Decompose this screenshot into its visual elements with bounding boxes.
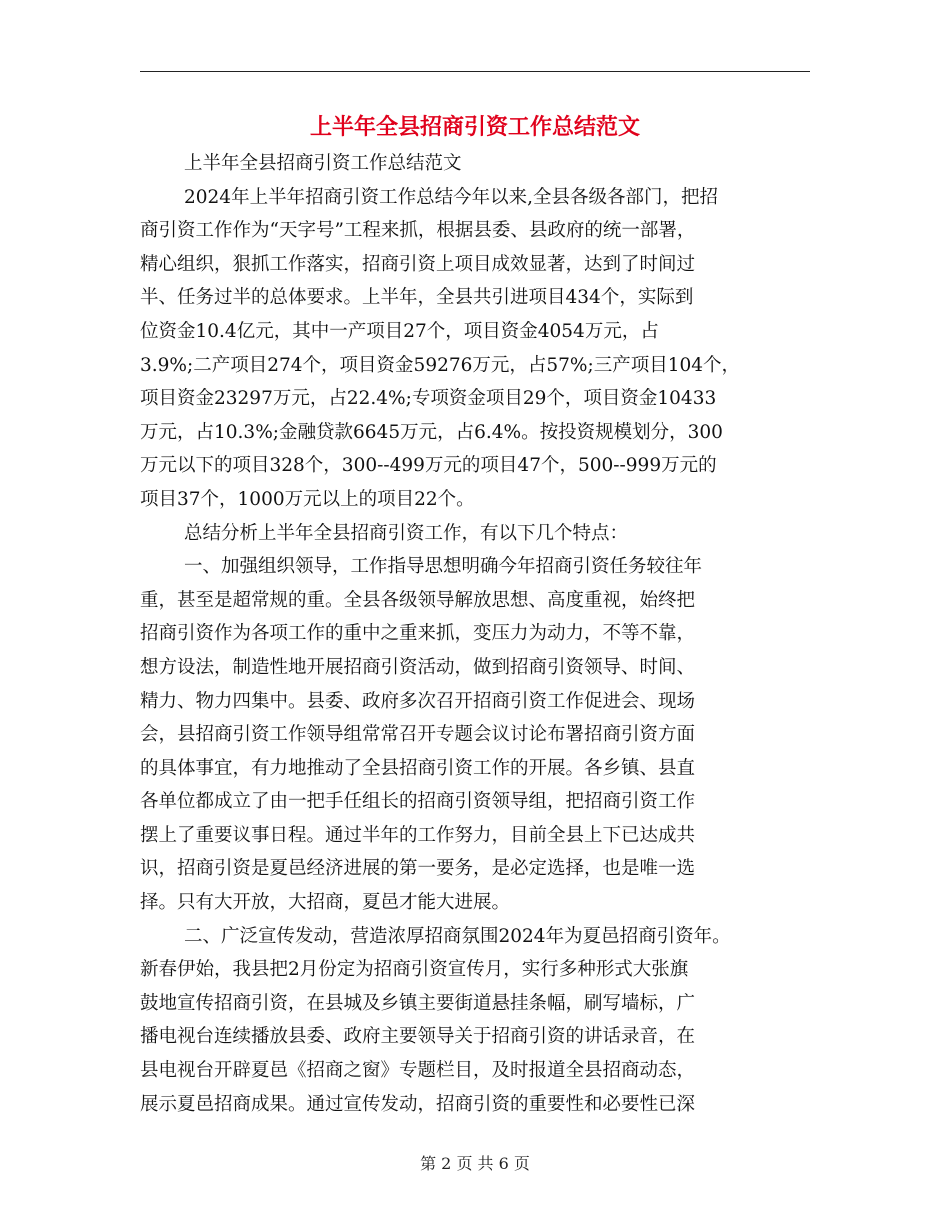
text-line: 各单位都成立了由一把手任组长的招商引资领导组，把招商引资工作 [140, 791, 696, 813]
document-title: 上半年全县招商引资工作总结范文 [309, 114, 640, 140]
text-line: 鼓地宣传招商引资，在县城及乡镇主要街道悬挂条幅，刷写墙标，广 [140, 992, 696, 1014]
text-line: 商引资工作作为“天字号”工程来抓，根据县委、县政府的统一部署， [140, 220, 696, 242]
text-line: 上半年全县招商引资工作总结范文 [184, 153, 462, 174]
text-line: 重，甚至是超常规的重。全县各级领导解放思想、高度重视，始终把 [140, 589, 696, 611]
text-line: 一、加强组织领导，工作指导思想明确今年招商引资任务较往年 [184, 556, 703, 578]
text-line: 精力、物力四集中。县委、政府多次召开招商引资工作促进会、现场 [140, 690, 696, 712]
text-line: 半、任务过半的总体要求。上半年，全县共引进项目434个，实际到 [140, 287, 694, 309]
text-line: 播电视台连续播放县委、政府主要领导关于招商引资的讲话录音，在 [140, 1026, 696, 1048]
text-line: 3.9%;二产项目274个，项目资金59276万元，占57%;三产项目104个， [140, 354, 741, 376]
text-line: 位资金10.4亿元，其中一产项目27个，项目资金4054万元，占 [140, 320, 659, 342]
text-line: 县电视台开辟夏邑《招商之窗》专题栏目，及时报道全县招商动态， [140, 1060, 696, 1082]
text-line: 的具体事宜，有力地推动了全县招商引资工作的开展。各乡镇、县直 [140, 757, 696, 779]
text-line: 新春伊始，我县把2月份定为招商引资宣传月，实行多种形式大张旗 [140, 959, 689, 981]
document-body [140, 147, 830, 1121]
text-line: 万元，占10.3%;金融贷款6645万元，占6.4%。按投资规模划分，300 [140, 421, 723, 443]
text-line: 想方设法，制造性地开展招商引资活动，做到招商引资领导、时间、 [140, 656, 696, 678]
text-line: 会，县招商引资工作领导组常常召开专题会议讨论布署招商引资方面 [140, 724, 696, 746]
text-line: 2024年上半年招商引资工作总结今年以来,全县各级各部门，把招 [184, 186, 718, 208]
text-line: 总结分析上半年全县招商引资工作，有以下几个特点： [184, 522, 629, 544]
text-line: 万元以下的项目328个，300--499万元的项目47个，500--999万元的 [140, 455, 717, 477]
text-line: 展示夏邑招商成果。通过宣传发动，招商引资的重要性和必要性已深 [140, 1093, 696, 1115]
text-line: 招商引资作为各项工作的重中之重来抓，变压力为动力，不等不靠， [140, 623, 696, 645]
text-line: 择。只有大开放，大招商，夏邑才能大进展。 [140, 892, 511, 914]
text-line: 摆上了重要议事日程。通过半年的工作努力，目前全县上下已达成共 [140, 824, 696, 846]
text-line: 精心组织，狠抓工作落实，招商引资上项目成效显著，达到了时间过 [140, 253, 696, 275]
page-footer: 第 2 页 共 6 页 [420, 1154, 530, 1173]
text-line: 二、广泛宣传发动，营造浓厚招商氛围2024年为夏邑招商引资年。 [184, 925, 731, 947]
text-line: 识，招商引资是夏邑经济进展的第一要务，是必定选择，也是唯一选 [140, 858, 696, 880]
header-rule [140, 71, 810, 72]
text-line: 项目37个，1000万元以上的项目22个。 [140, 488, 475, 510]
text-line: 项目资金23297万元，占22.4%;专项资金项目29个，项目资金10433 [140, 388, 717, 410]
